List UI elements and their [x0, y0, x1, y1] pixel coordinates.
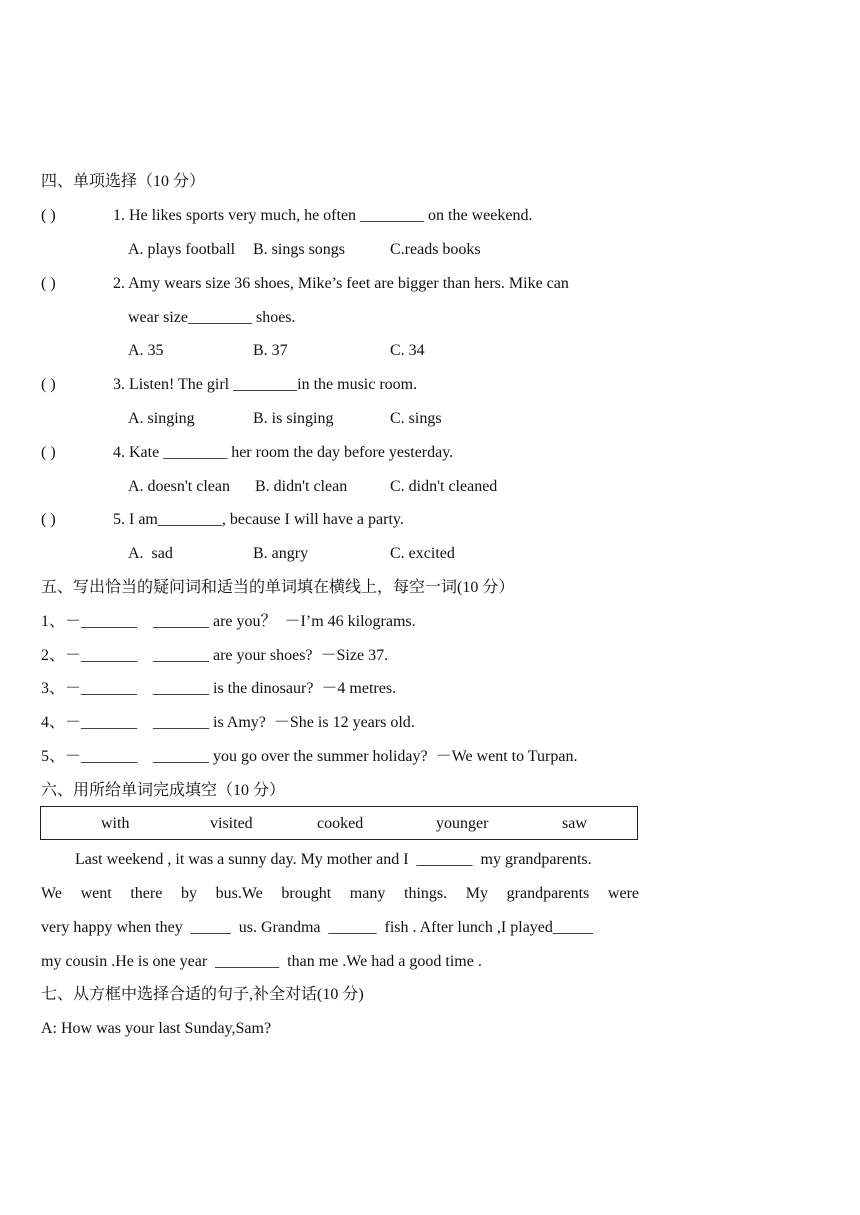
question-text: 2. Amy wears size 36 shoes, Mike’s feet are bigger than hers. Mike can: [113, 275, 569, 292]
answer-paren: ( ): [41, 444, 56, 461]
section7-title: 七、从方框中选择合适的句子,补全对话(10 分): [41, 986, 364, 1003]
word-bank-item: with: [101, 815, 130, 832]
question-text: 3. Listen! The girl ________in the music room.: [113, 376, 418, 393]
passage-line-2: We went there by bus.We brought many things. My grandparents were: [41, 885, 639, 902]
word-bank-box: [40, 806, 638, 840]
option-b: B. is singing: [253, 410, 334, 427]
fill-item-3: 3、－_______ _______ is the dinosaur? －4 metres.: [41, 680, 397, 697]
question-1: [41, 206, 532, 226]
section6-title: 六、用所给单词完成填空（10 分）: [41, 782, 286, 799]
passage-line-1: Last weekend , it was a sunny day. My mother and I _______ my grandparents.: [75, 851, 592, 868]
question-text: 5. I am________, because I will have a party.: [113, 511, 404, 528]
fill-item-4: 4、－_______ _______ is Amy? －She is 12 years old.: [41, 714, 415, 731]
passage-line-3: very happy when they _____ us. Grandma ______ fish . After lunch ,I played_____: [41, 919, 593, 936]
option-b: B. 37: [253, 342, 288, 359]
answer-paren: ( ): [41, 275, 56, 292]
question-5: [41, 510, 404, 530]
answer-paren: ( ): [41, 376, 56, 393]
option-c: C.reads books: [390, 241, 481, 258]
option-c: C. didn't cleaned: [390, 478, 498, 495]
word-bank-item: younger: [436, 815, 489, 832]
fill-item-5: 5、－_______ _______ you go over the summer holiday? －We went to Turpan.: [41, 748, 578, 765]
option-c: C. 34: [390, 342, 425, 359]
word-bank-item: cooked: [317, 815, 364, 832]
question-3: [41, 375, 417, 395]
fill-item-1: 1、－_______ _______ are you？ －I’m 46 kilograms.: [41, 613, 416, 630]
option-b: B. sings songs: [253, 241, 346, 258]
option-a: A. sad: [128, 545, 173, 562]
section5-title: 五、写出恰当的疑问词和适当的单词填在横线上，每空一词(10 分）: [41, 579, 515, 596]
question-text: 1. He likes sports very much, he often ________ on the weekend.: [113, 207, 533, 224]
option-a: A. plays football: [128, 241, 236, 258]
option-a: A. 35: [128, 342, 164, 359]
option-c: C. sings: [390, 410, 442, 427]
fill-item-2: 2、－_______ _______ are your shoes? －Size 37.: [41, 647, 389, 664]
answer-paren: ( ): [41, 207, 56, 224]
question-2: [41, 274, 569, 294]
question-text-continued: wear size________ shoes.: [128, 309, 296, 326]
section4-title: 四、单项选择（10 分）: [41, 173, 206, 190]
question-text: 4. Kate ________ her room the day before yesterday.: [113, 444, 454, 461]
question-4: [41, 443, 453, 463]
option-c: C. excited: [390, 545, 455, 562]
option-b: B. angry: [253, 545, 309, 562]
answer-paren: ( ): [41, 511, 56, 528]
passage-line-4: my cousin .He is one year ________ than me .We had a good time .: [41, 953, 482, 970]
word-bank-item: saw: [562, 815, 587, 832]
word-bank-item: visited: [210, 815, 253, 832]
option-a: A. singing: [128, 410, 195, 427]
option-a: A. doesn't clean: [128, 478, 230, 495]
dialogue-line: A: How was your last Sunday,Sam?: [41, 1020, 272, 1037]
option-b: B. didn't clean: [255, 478, 348, 495]
